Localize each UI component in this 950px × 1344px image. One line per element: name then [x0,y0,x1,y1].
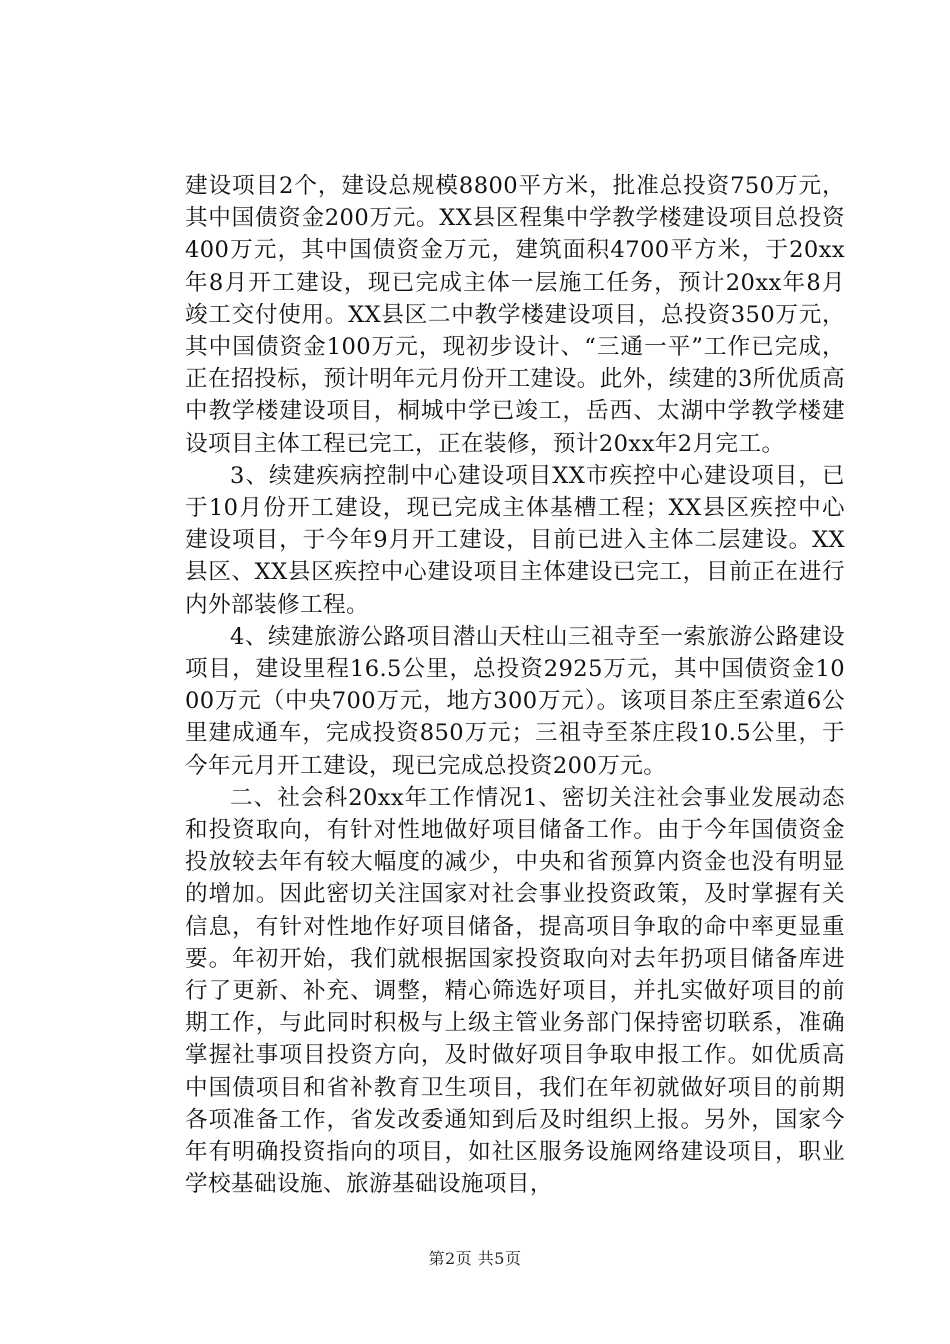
paragraph: 二、社会科20xx年工作情况1、密切关注社会事业发展动态和投资取向，有针对性地做好项目储备工作。由于今年国债资金投放较去年有较大幅度的减少，中央和省预算内资金也没有明显的增加。因此密切关注国家对社会事业投资政策，及时掌握有关信息，有针对性地作好项目储备，提高项目争取的命中率更显重要。年初开始，我们就根据国家投资取向对去年扔项目储备库进行了更新、补充、调整，精心筛选好项目，并扎实做好项目的前期工作，与此同时积极与上级主管业务部门保持密切联系，准确掌握社事项目投资方向，及时做好项目争取申报工作。如优质高中国债项目和省补教育卫生项目，我们在年初就做好项目的前期各项准备工作，省发改委通知到后及时组织上报。另外，国家今年有明确投资指向的项目，如社区服务设施网络建设项目，职业学校基础设施、旅游基础设施项目， [185,784,845,1198]
document-body [185,170,845,1201]
paragraph: 建设项目2个，建设总规模8800平方米，批准总投资750万元，其中国债资金200万元。XX县区程集中学教学楼建设项目总投资400万元，其中国债资金万元，建筑面积4700平方米，于20xx年8月开工建设，现已完成主体一层施工任务，预计20xx年8月竣工交付使用。XX县区二中教学楼建设项目，总投资350万元，其中国债资金100万元，现初步设计、“三通一平”工作已完成，正在招投标，预计明年元月份开工建设。此外，续建的3所优质高中教学楼建设项目，桐城中学已竣工，岳西、太湖中学教学楼建设项目主体工程已完工，正在装修，预计20xx年2月完工。 [185,173,845,457]
page-number-footer: 第2页 共5页 [428,1249,522,1268]
paragraph: 3、续建疾病控制中心建设项目XX市疾控中心建设项目，已于10月份开工建设，现已完成主体基槽工程；XX县区疾控中心建设项目，于今年9月开工建设，目前已进入主体二层建设。XX县区、XX县区疾控中心建设项目主体建设已完工，目前正在进行内外部装修工程。 [185,462,845,618]
paragraph: 4、续建旅游公路项目潜山天柱山三祖寺至一索旅游公路建设项目，建设里程16.5公里，总投资2925万元，其中国债资金1000万元（中央700万元，地方300万元）。该项目茶庄至索道6公里建成通车，完成投资850万元；三祖寺至茶庄段10.5公里，于今年元月开工建设，现已完成总投资200万元。 [185,623,845,779]
